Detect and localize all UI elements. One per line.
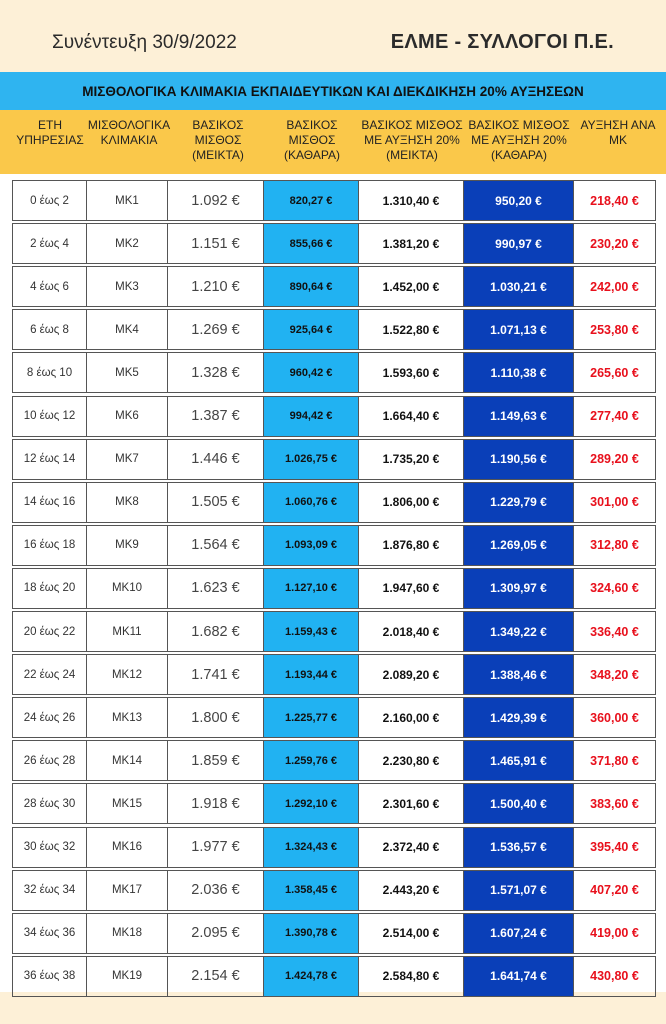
base-gross-cell: 1.269 € bbox=[167, 309, 264, 350]
increase-cell: 419,00 € bbox=[573, 913, 656, 954]
salary-scale-cell: ΜΚ3 bbox=[86, 266, 168, 307]
table-row bbox=[12, 525, 656, 568]
base-gross-cell: 1.092 € bbox=[167, 180, 264, 221]
header-base-net: ΒΑΣΙΚΟΣ ΜΙΣΘΟΣ (ΚΑΘΑΡΑ) bbox=[284, 118, 340, 162]
gross-with-increase-cell: 2.514,00 € bbox=[358, 913, 464, 954]
years-cell: 26 έως 28 bbox=[12, 740, 87, 781]
gross-with-increase-cell: 1.735,20 € bbox=[358, 439, 464, 480]
page-header bbox=[0, 0, 666, 72]
base-net-cell: 994,42 € bbox=[263, 396, 359, 437]
gross-with-increase-cell: 1.593,60 € bbox=[358, 352, 464, 393]
gross-with-increase-cell: 2.584,80 € bbox=[358, 956, 464, 997]
base-gross-cell: 1.859 € bbox=[167, 740, 264, 781]
salary-scale-cell: ΜΚ19 bbox=[86, 956, 168, 997]
gross-with-increase-cell: 1.876,80 € bbox=[358, 525, 464, 566]
years-cell: 22 έως 24 bbox=[12, 654, 87, 695]
years-cell: 10 έως 12 bbox=[12, 396, 87, 437]
gross-with-increase-cell: 1.947,60 € bbox=[358, 568, 464, 609]
organization-name: ΕΛΜΕ - ΣΥΛΛΟΓΟΙ Π.Ε. bbox=[390, 31, 614, 53]
table-row bbox=[12, 697, 656, 740]
table-row bbox=[12, 913, 656, 956]
table-row bbox=[12, 352, 656, 395]
base-gross-cell: 1.741 € bbox=[167, 654, 264, 695]
salary-scale-cell: ΜΚ5 bbox=[86, 352, 168, 393]
base-net-cell: 1.026,75 € bbox=[263, 439, 359, 480]
salary-scale-cell: ΜΚ13 bbox=[86, 697, 168, 738]
table-row bbox=[12, 783, 656, 826]
increase-cell: 301,00 € bbox=[573, 482, 656, 523]
base-gross-cell: 1.210 € bbox=[167, 266, 264, 307]
net-with-increase-cell: 1.229,79 € bbox=[463, 482, 574, 523]
net-with-increase-cell: 1.607,24 € bbox=[463, 913, 574, 954]
net-with-increase-cell: 950,20 € bbox=[463, 180, 574, 221]
net-with-increase-cell: 1.149,63 € bbox=[463, 396, 574, 437]
base-gross-cell: 1.623 € bbox=[167, 568, 264, 609]
base-gross-cell: 1.564 € bbox=[167, 525, 264, 566]
gross-with-increase-cell: 2.160,00 € bbox=[358, 697, 464, 738]
gross-with-increase-cell: 2.018,40 € bbox=[358, 611, 464, 652]
salary-scale-cell: ΜΚ18 bbox=[86, 913, 168, 954]
years-cell: 4 έως 6 bbox=[12, 266, 87, 307]
gross-with-increase-cell: 1.452,00 € bbox=[358, 266, 464, 307]
table-row bbox=[12, 740, 656, 783]
net-with-increase-cell: 1.641,74 € bbox=[463, 956, 574, 997]
increase-cell: 430,80 € bbox=[573, 956, 656, 997]
net-with-increase-cell: 1.269,05 € bbox=[463, 525, 574, 566]
salary-scale-cell: ΜΚ4 bbox=[86, 309, 168, 350]
net-with-increase-cell: 1.571,07 € bbox=[463, 870, 574, 911]
base-gross-cell: 1.151 € bbox=[167, 223, 264, 264]
net-with-increase-cell: 1.500,40 € bbox=[463, 783, 574, 824]
salary-scale-cell: ΜΚ14 bbox=[86, 740, 168, 781]
base-net-cell: 1.324,43 € bbox=[263, 827, 359, 868]
increase-cell: 407,20 € bbox=[573, 870, 656, 911]
base-net-cell: 820,27 € bbox=[263, 180, 359, 221]
net-with-increase-cell: 1.349,22 € bbox=[463, 611, 574, 652]
base-net-cell: 960,42 € bbox=[263, 352, 359, 393]
salary-scale-cell: ΜΚ1 bbox=[86, 180, 168, 221]
salary-scale-cell: ΜΚ8 bbox=[86, 482, 168, 523]
net-with-increase-cell: 1.388,46 € bbox=[463, 654, 574, 695]
header-net-with-increase: ΒΑΣΙΚΟΣ ΜΙΣΘΟΣ ΜΕ ΑΥΞΗΣΗ 20% (ΚΑΘΑΡΑ) bbox=[468, 118, 570, 162]
increase-cell: 348,20 € bbox=[573, 654, 656, 695]
net-with-increase-cell: 1.190,56 € bbox=[463, 439, 574, 480]
header-base-gross: ΒΑΣΙΚΟΣ ΜΙΣΘΟΣ (ΜΕΙΚΤΑ) bbox=[192, 118, 244, 162]
table-row bbox=[12, 396, 656, 439]
base-net-cell: 1.225,77 € bbox=[263, 697, 359, 738]
table-row bbox=[12, 611, 656, 654]
years-cell: 2 έως 4 bbox=[12, 223, 87, 264]
interview-date: Συνέντευξη 30/9/2022 bbox=[52, 32, 237, 53]
base-net-cell: 1.127,10 € bbox=[263, 568, 359, 609]
table-row bbox=[12, 956, 656, 999]
base-net-cell: 1.259,76 € bbox=[263, 740, 359, 781]
increase-cell: 265,60 € bbox=[573, 352, 656, 393]
base-net-cell: 1.060,76 € bbox=[263, 482, 359, 523]
increase-cell: 371,80 € bbox=[573, 740, 656, 781]
base-gross-cell: 1.918 € bbox=[167, 783, 264, 824]
net-with-increase-cell: 1.030,21 € bbox=[463, 266, 574, 307]
years-cell: 30 έως 32 bbox=[12, 827, 87, 868]
base-gross-cell: 2.036 € bbox=[167, 870, 264, 911]
years-cell: 18 έως 20 bbox=[12, 568, 87, 609]
header-salary-scale: ΜΙΣΘΟΛΟΓΙΚΑ ΚΛΙΜΑΚΙΑ bbox=[87, 118, 171, 147]
gross-with-increase-cell: 2.230,80 € bbox=[358, 740, 464, 781]
years-cell: 36 έως 38 bbox=[12, 956, 87, 997]
base-net-cell: 1.358,45 € bbox=[263, 870, 359, 911]
salary-scale-cell: ΜΚ10 bbox=[86, 568, 168, 609]
base-net-cell: 1.093,09 € bbox=[263, 525, 359, 566]
table-row bbox=[12, 439, 656, 482]
base-gross-cell: 1.446 € bbox=[167, 439, 264, 480]
increase-cell: 360,00 € bbox=[573, 697, 656, 738]
base-net-cell: 1.193,44 € bbox=[263, 654, 359, 695]
salary-scale-cell: ΜΚ15 bbox=[86, 783, 168, 824]
gross-with-increase-cell: 2.301,60 € bbox=[358, 783, 464, 824]
years-cell: 32 έως 34 bbox=[12, 870, 87, 911]
column-header-row bbox=[0, 110, 666, 174]
table-row bbox=[12, 180, 656, 223]
salary-scale-cell: ΜΚ6 bbox=[86, 396, 168, 437]
increase-cell: 336,40 € bbox=[573, 611, 656, 652]
salary-scale-cell: ΜΚ17 bbox=[86, 870, 168, 911]
years-cell: 16 έως 18 bbox=[12, 525, 87, 566]
gross-with-increase-cell: 1.664,40 € bbox=[358, 396, 464, 437]
net-with-increase-cell: 990,97 € bbox=[463, 223, 574, 264]
table-row bbox=[12, 309, 656, 352]
header-years: ΕΤΗ ΥΠΗΡΕΣΙΑΣ bbox=[16, 118, 84, 147]
years-cell: 28 έως 30 bbox=[12, 783, 87, 824]
gross-with-increase-cell: 1.522,80 € bbox=[358, 309, 464, 350]
base-net-cell: 1.159,43 € bbox=[263, 611, 359, 652]
document-title: ΜΙΣΘΟΛΟΓΙΚΑ ΚΛΙΜΑΚΙΑ ΕΚΠΑΙΔΕΥΤΙΚΩΝ ΚΑΙ ΔΙΕΚΔΙΚΗΣΗ 20% ΑΥΞΗΣΕΩΝ bbox=[82, 83, 584, 99]
base-gross-cell: 1.387 € bbox=[167, 396, 264, 437]
increase-cell: 395,40 € bbox=[573, 827, 656, 868]
base-net-cell: 890,64 € bbox=[263, 266, 359, 307]
base-gross-cell: 1.682 € bbox=[167, 611, 264, 652]
gross-with-increase-cell: 2.443,20 € bbox=[358, 870, 464, 911]
net-with-increase-cell: 1.309,97 € bbox=[463, 568, 574, 609]
base-gross-cell: 1.800 € bbox=[167, 697, 264, 738]
increase-cell: 383,60 € bbox=[573, 783, 656, 824]
net-with-increase-cell: 1.071,13 € bbox=[463, 309, 574, 350]
base-net-cell: 1.292,10 € bbox=[263, 783, 359, 824]
salary-scale-cell: ΜΚ2 bbox=[86, 223, 168, 264]
years-cell: 14 έως 16 bbox=[12, 482, 87, 523]
years-cell: 34 έως 36 bbox=[12, 913, 87, 954]
header-increase-per-scale: ΑΥΞΗΣΗ ΑΝΑ ΜΚ bbox=[580, 118, 656, 147]
base-net-cell: 1.424,78 € bbox=[263, 956, 359, 997]
increase-cell: 218,40 € bbox=[573, 180, 656, 221]
base-net-cell: 1.390,78 € bbox=[263, 913, 359, 954]
years-cell: 0 έως 2 bbox=[12, 180, 87, 221]
gross-with-increase-cell: 2.089,20 € bbox=[358, 654, 464, 695]
years-cell: 12 έως 14 bbox=[12, 439, 87, 480]
net-with-increase-cell: 1.536,57 € bbox=[463, 827, 574, 868]
increase-cell: 277,40 € bbox=[573, 396, 656, 437]
years-cell: 6 έως 8 bbox=[12, 309, 87, 350]
net-with-increase-cell: 1.465,91 € bbox=[463, 740, 574, 781]
increase-cell: 253,80 € bbox=[573, 309, 656, 350]
table-row bbox=[12, 654, 656, 697]
gross-with-increase-cell: 1.310,40 € bbox=[358, 180, 464, 221]
gross-with-increase-cell: 2.372,40 € bbox=[358, 827, 464, 868]
table-row bbox=[12, 870, 656, 913]
base-gross-cell: 2.154 € bbox=[167, 956, 264, 997]
table-row bbox=[12, 266, 656, 309]
increase-cell: 324,60 € bbox=[573, 568, 656, 609]
base-net-cell: 855,66 € bbox=[263, 223, 359, 264]
years-cell: 24 έως 26 bbox=[12, 697, 87, 738]
base-gross-cell: 1.977 € bbox=[167, 827, 264, 868]
salary-scale-cell: ΜΚ9 bbox=[86, 525, 168, 566]
increase-cell: 312,80 € bbox=[573, 525, 656, 566]
base-gross-cell: 2.095 € bbox=[167, 913, 264, 954]
header-gross-with-increase: ΒΑΣΙΚΟΣ ΜΙΣΘΟΣ ΜΕ ΑΥΞΗΣΗ 20% (ΜΕΙΚΤΑ) bbox=[361, 118, 463, 162]
gross-with-increase-cell: 1.381,20 € bbox=[358, 223, 464, 264]
increase-cell: 242,00 € bbox=[573, 266, 656, 307]
table-row bbox=[12, 223, 656, 266]
years-cell: 20 έως 22 bbox=[12, 611, 87, 652]
base-gross-cell: 1.328 € bbox=[167, 352, 264, 393]
salary-scale-cell: ΜΚ12 bbox=[86, 654, 168, 695]
table-row bbox=[12, 568, 656, 611]
base-net-cell: 925,64 € bbox=[263, 309, 359, 350]
table-row bbox=[12, 482, 656, 525]
salary-scale-cell: ΜΚ11 bbox=[86, 611, 168, 652]
net-with-increase-cell: 1.429,39 € bbox=[463, 697, 574, 738]
salary-scale-cell: ΜΚ7 bbox=[86, 439, 168, 480]
title-bar bbox=[0, 72, 666, 110]
base-gross-cell: 1.505 € bbox=[167, 482, 264, 523]
table-row bbox=[12, 827, 656, 870]
salary-scale-cell: ΜΚ16 bbox=[86, 827, 168, 868]
increase-cell: 230,20 € bbox=[573, 223, 656, 264]
net-with-increase-cell: 1.110,38 € bbox=[463, 352, 574, 393]
gross-with-increase-cell: 1.806,00 € bbox=[358, 482, 464, 523]
increase-cell: 289,20 € bbox=[573, 439, 656, 480]
years-cell: 8 έως 10 bbox=[12, 352, 87, 393]
